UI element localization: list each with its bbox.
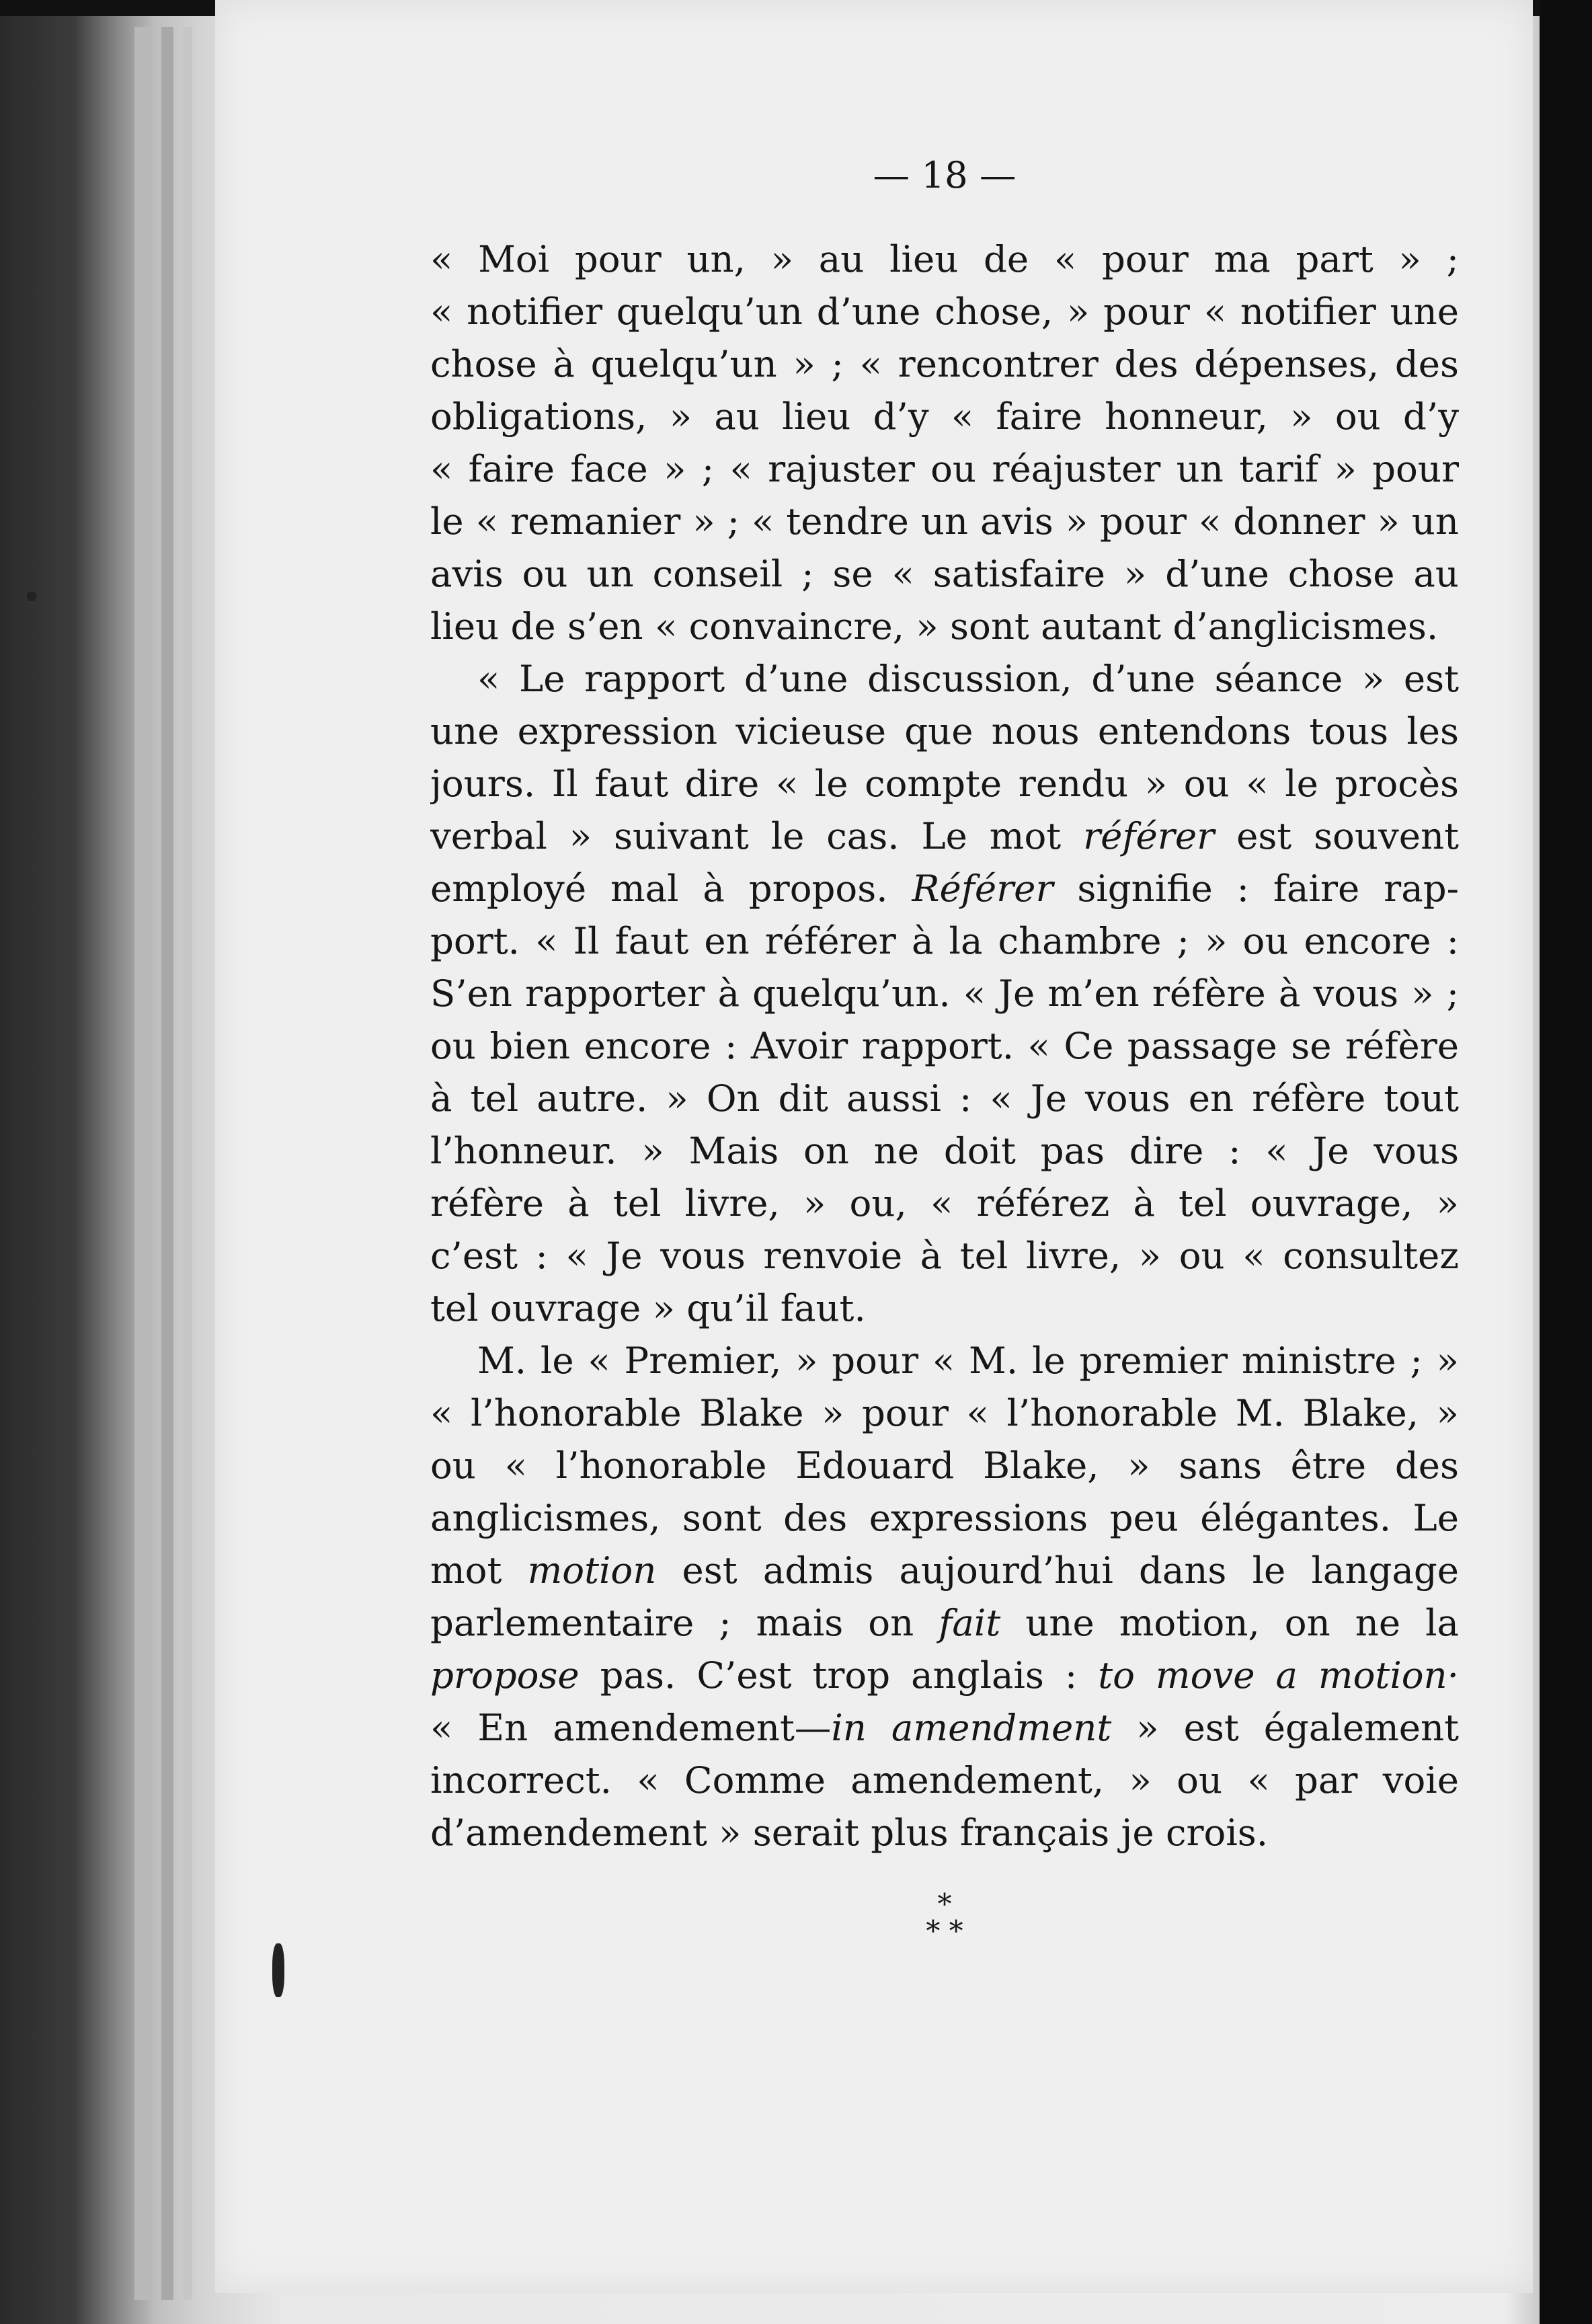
text-line <box>430 1701 1459 1754</box>
text-run: « En amendement— <box>430 1706 832 1749</box>
text-line <box>430 810 1459 862</box>
text-run: parlementaire ; mais on <box>430 1601 914 1644</box>
text-line: incorrect. « Comme amendement, » ou « par voie <box>430 1758 1459 1802</box>
text-line: à tel autre. » On dit aussi : « Je vous en réfère tout <box>430 1077 1459 1120</box>
text-run: mot <box>430 1549 502 1592</box>
text-run: pas. C’est trop anglais : <box>600 1654 1078 1697</box>
text-line: le « remanier » ; « tendre un avis » pour « donner » un <box>430 500 1459 543</box>
italic-term: fait <box>939 1601 1001 1644</box>
text-line: ou « l’honorable Edouard Blake, » sans être des <box>430 1444 1459 1487</box>
page-edge-3 <box>183 27 192 2300</box>
page-edge-2 <box>161 27 173 2300</box>
text-line: M. le « Premier, » pour « M. le premier ministre ; » <box>477 1339 1459 1382</box>
text-line <box>430 1544 1459 1596</box>
page-text-block <box>430 155 1459 1945</box>
text-line: « Moi pour un, » au lieu de « pour ma part » ; <box>430 237 1459 280</box>
scan-right-border <box>1540 0 1592 2324</box>
italic-term: motion <box>527 1549 657 1592</box>
asterism-top: * <box>937 1888 952 1921</box>
asterism-bottom: * * <box>926 1914 963 1947</box>
text-line: « faire face » ; « rajuster ou réajuster un tarif » pour <box>430 447 1459 490</box>
text-run: est admis aujourd’hui dans le langage <box>682 1549 1459 1592</box>
text-run: est souvent <box>1236 814 1459 857</box>
text-line: l’honneur. » Mais on ne doit pas dire : « Je vous <box>430 1129 1459 1172</box>
asterism-divider <box>430 1888 1459 1947</box>
text-line: d’amendement » serait plus français je crois. <box>430 1811 1269 1854</box>
text-line: ou bien encore : Avoir rapport. « Ce passage se réfère <box>430 1024 1459 1067</box>
italic-term: référer <box>1083 814 1215 857</box>
text-line: lieu de s’en « convaincre, » sont autant d’anglicismes. <box>430 605 1439 648</box>
text-run: une motion, on ne la <box>1025 1601 1459 1644</box>
italic-term: Référer <box>912 867 1053 910</box>
text-run: signifie : faire rap- <box>1077 867 1459 910</box>
text-line: « notifier quelqu’un d’une chose, » pour « notifier une <box>430 290 1459 333</box>
text-line: c’est : « Je vous renvoie à tel livre, » ou « consultez <box>430 1234 1459 1277</box>
text-line: S’en rapporter à quelqu’un. « Je m’en réfère à vous » ; <box>430 972 1459 1015</box>
page-number: — 18 — <box>873 153 1017 196</box>
text-line: jours. Il faut dire « le compte rendu » ou « le procès <box>430 762 1459 805</box>
text-run: » est également <box>1136 1706 1459 1749</box>
text-line: chose à quelqu’un » ; « rencontrer des dépenses, des <box>430 342 1459 385</box>
text-line: tel ouvrage » qu’il faut. <box>430 1286 866 1329</box>
ink-blot-mark <box>272 1943 284 1997</box>
italic-term: to move a motion· <box>1098 1654 1459 1697</box>
text-run: employé mal à propos. <box>430 867 888 910</box>
text-line: anglicismes, sont des expressions peu élégantes. Le <box>430 1496 1459 1539</box>
text-line <box>430 1649 1459 1701</box>
text-line: obligations, » au lieu d’y « faire honneur, » ou d’y <box>430 395 1459 438</box>
text-line <box>430 1596 1459 1649</box>
speck-mark <box>27 592 36 601</box>
text-line: port. « Il faut en référer à la chambre ; » ou encore : <box>430 919 1459 962</box>
text-run: verbal » suivant le cas. Le mot <box>430 814 1062 857</box>
italic-term: in amendment <box>831 1706 1112 1749</box>
text-line: avis ou un conseil ; se « satisfaire » d’une chose au <box>430 552 1459 595</box>
page-edge-1 <box>134 27 152 2300</box>
text-line: « Le rapport d’une discussion, d’une séance » est <box>477 657 1459 700</box>
text-line: réfère à tel livre, » ou, « référez à tel ouvrage, » <box>430 1182 1459 1225</box>
text-line: « l’honorable Blake » pour « l’honorable M. Blake, » <box>430 1391 1459 1434</box>
italic-term: propose <box>430 1654 580 1697</box>
text-line <box>430 862 1459 915</box>
text-line: une expression vicieuse que nous entendons tous les <box>430 709 1459 752</box>
